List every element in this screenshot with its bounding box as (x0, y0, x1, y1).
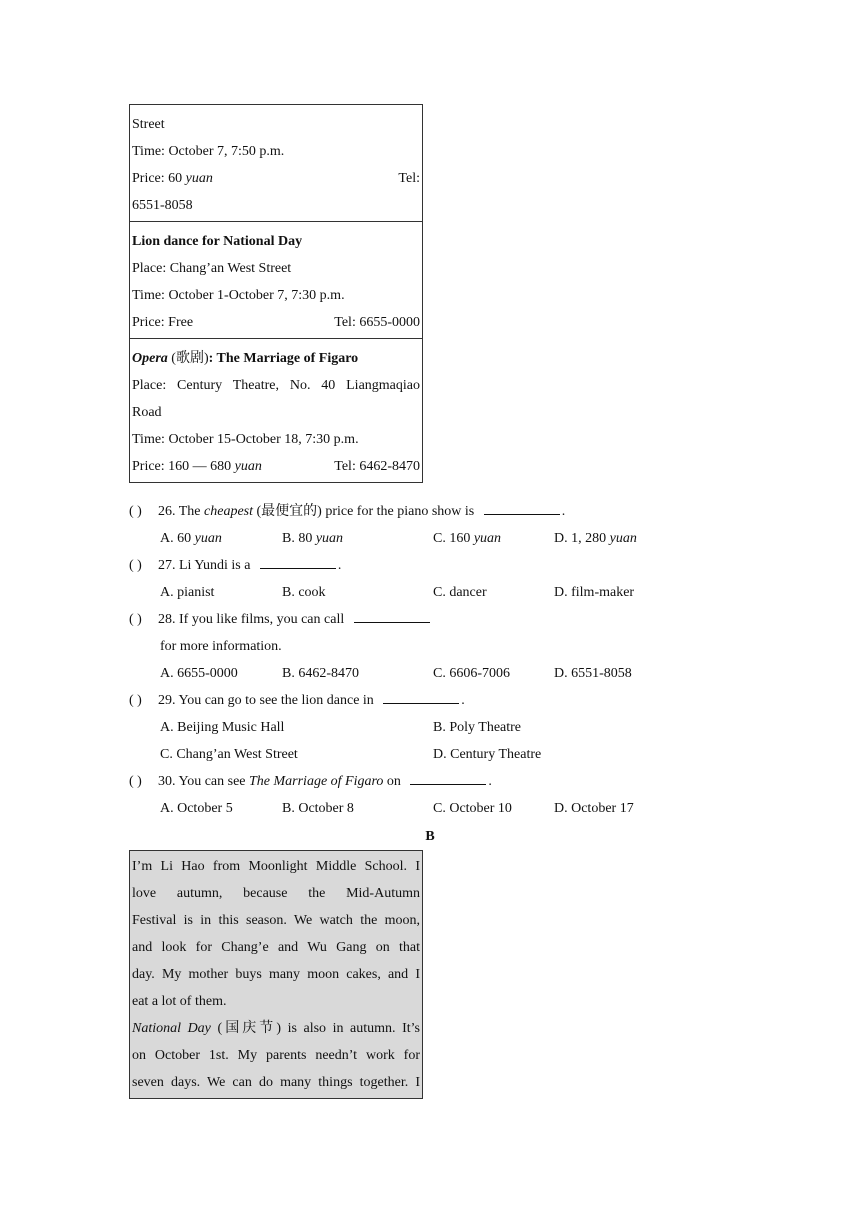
option-b[interactable]: B. 80 yuan (282, 531, 344, 546)
question-stem: 27. Li Yundi is a . (158, 552, 341, 579)
question-29-options-cd (129, 741, 689, 768)
answer-blank[interactable] (260, 554, 336, 569)
price-row (132, 453, 420, 480)
option-b[interactable]: B. Poly Theatre (433, 720, 522, 735)
question-27 (129, 552, 689, 579)
event-lion-dance (130, 222, 422, 339)
passage-line: seven days. We can do many things together. I (132, 1075, 420, 1090)
option-a[interactable]: A. October 5 (160, 801, 233, 816)
question-28-options (129, 660, 689, 687)
event-time: Time: October 7, 7:50 p.m. (132, 144, 285, 159)
events-table (129, 104, 423, 483)
event-price: Price: 60 yuan (132, 171, 213, 186)
section-b-label: B (425, 829, 435, 844)
event-time: Time: October 1-October 7, 7:30 p.m. (132, 288, 345, 303)
tel-label: Tel: (398, 171, 420, 186)
option-d[interactable]: D. film-maker (554, 585, 635, 600)
option-a[interactable]: A. pianist (160, 585, 215, 600)
option-a[interactable]: A. 60 yuan (160, 531, 222, 546)
option-c[interactable]: C. 6606-7006 (433, 666, 510, 681)
question-29 (129, 687, 689, 714)
event-opera (130, 339, 422, 482)
option-a[interactable]: A. Beijing Music Hall (160, 720, 285, 735)
question-26 (129, 498, 689, 525)
option-d[interactable]: D. October 17 (554, 801, 634, 816)
event-time: Time: October 15-October 18, 7:30 p.m. (132, 432, 359, 447)
option-d[interactable]: D. 6551-8058 (554, 666, 632, 681)
option-d[interactable]: D. 1, 280 yuan (554, 531, 637, 546)
price-row (132, 165, 420, 192)
answer-blank[interactable] (484, 500, 560, 515)
option-c[interactable]: C. 160 yuan (433, 531, 502, 546)
question-27-options (129, 579, 689, 606)
option-c[interactable]: C. October 10 (433, 801, 512, 816)
passage-line: Festival is in this season. We watch the moon, (132, 913, 420, 928)
passage-line: and look for Chang’e and Wu Gang on that (132, 940, 420, 955)
event-place: Place: Century Theatre, No. 40 Liangmaqiao (132, 378, 420, 393)
answer-paren[interactable]: ( ) (129, 693, 142, 708)
passage-line: love autumn, because the Mid-Autumn (132, 886, 420, 901)
question-26-options (129, 525, 689, 552)
answer-blank[interactable] (410, 770, 486, 785)
option-c[interactable]: C. dancer (433, 585, 487, 600)
question-stem: 30. You can see The Marriage of Figaro on . (158, 768, 492, 795)
price-row (132, 309, 420, 336)
question-stem: 26. The cheapest (最便宜的) price for the piano show is . (158, 498, 565, 525)
event-title: Lion dance for National Day (132, 234, 303, 249)
option-b[interactable]: B. 6462-8470 (282, 666, 359, 681)
passage-line: National Day (国庆节) is also in autumn. It’s (132, 1021, 420, 1036)
tel-number: 6551-8058 (132, 198, 193, 213)
reading-passage (129, 850, 423, 1099)
question-29-options-ab (129, 714, 689, 741)
question-30 (129, 768, 689, 795)
passage-line: on October 1st. My parents needn’t work for (132, 1048, 420, 1063)
answer-paren[interactable]: ( ) (129, 612, 142, 627)
event-place-cont: Road (132, 405, 162, 420)
passage-line: eat a lot of them. (132, 994, 227, 1009)
event-piano-show (130, 105, 422, 222)
question-30-options (129, 795, 689, 822)
questions (129, 498, 689, 822)
option-b[interactable]: B. October 8 (282, 801, 354, 816)
event-tel: Tel: 6655-0000 (334, 315, 420, 330)
answer-blank[interactable] (383, 689, 459, 704)
answer-paren[interactable]: ( ) (129, 504, 142, 519)
question-28-cont (129, 633, 689, 660)
option-d[interactable]: D. Century Theatre (433, 747, 542, 762)
event-place: Place: Chang’an West Street (132, 261, 292, 276)
answer-paren[interactable]: ( ) (129, 558, 142, 573)
question-28 (129, 606, 689, 633)
passage-line: day. My mother buys many moon cakes, and I (132, 967, 420, 982)
question-stem: 29. You can go to see the lion dance in . (158, 687, 465, 714)
option-b[interactable]: B. cook (282, 585, 326, 600)
event-tel: Tel: 6462-8470 (334, 459, 420, 474)
place-continuation: Street (132, 117, 165, 132)
event-price: Price: Free (132, 315, 194, 330)
option-a[interactable]: A. 6655-0000 (160, 666, 238, 681)
question-stem: 28. If you like films, you can call (158, 606, 432, 633)
event-price: Price: 160 — 680 yuan (132, 459, 262, 474)
event-title: Opera (歌剧): The Marriage of Figaro (132, 351, 359, 366)
passage-line: I’m Li Hao from Moonlight Middle School. I (132, 859, 420, 874)
question-stem-cont: for more information. (160, 639, 282, 654)
option-c[interactable]: C. Chang’an West Street (160, 747, 298, 762)
answer-blank[interactable] (354, 608, 430, 623)
answer-paren[interactable]: ( ) (129, 774, 142, 789)
